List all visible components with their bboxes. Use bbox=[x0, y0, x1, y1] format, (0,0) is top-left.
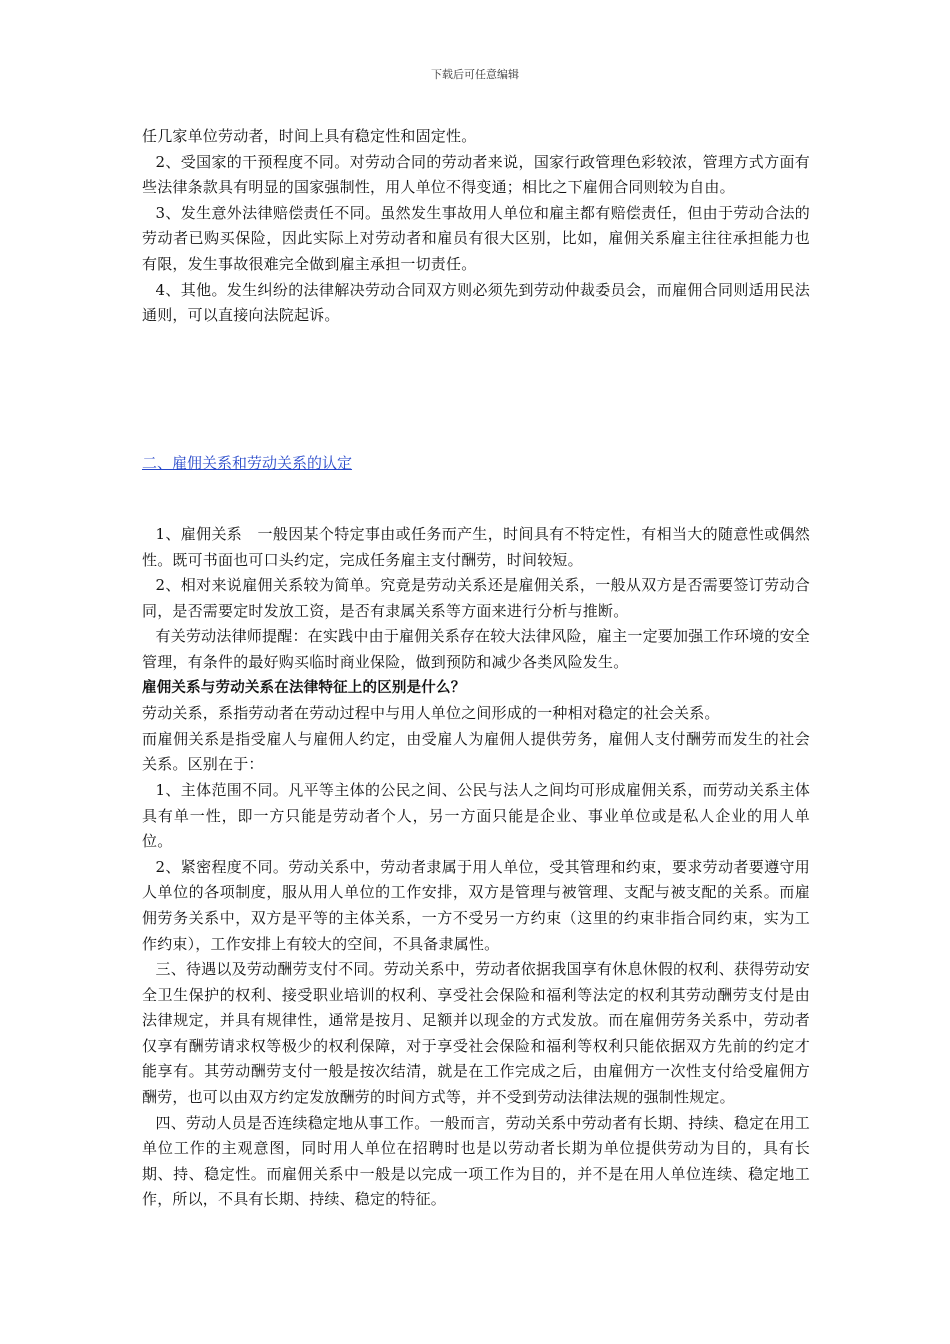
paragraph: 而雇佣关系是指受雇人与雇佣人约定，由受雇人为雇佣人提供劳务，雇佣人支付酬劳而发生的社会关系。区别在于： bbox=[142, 729, 810, 774]
paragraph: 2、相对来说雇佣关系较为简单。究竟是劳动关系还是雇佣关系，一般从双方是否需要签订劳动合同，是否需要定时发放工资，是否有隶属关系等方面来进行分析与推断。 bbox=[142, 576, 810, 620]
paragraph: 3、发生意外法律赔偿责任不同。虽然发生事故用人单位和雇主都有赔偿责任，但由于劳动合法的劳动者已购买保险，因此实际上对劳动者和雇员有很大区别，比如，雇佣关系雇主往往承担能力也有限，发生事故很难完全做到雇主承担一切责任。 bbox=[142, 203, 810, 273]
paragraph: 劳动关系，系指劳动者在劳动过程中与用人单位之间形成的一种相对稳定的社会关系。 bbox=[142, 704, 720, 723]
paragraph: 2、紧密程度不同。劳动关系中，劳动者隶属于用人单位，受其管理和约束，要求劳动者要遵守用人单位的各项制度，服从用人单位的工作安排，双方是管理与被管理、支配与被支配的关系。而雇佣劳务关系中，双方是平等的主体关系，一方不受另一方约束（这里的约束非指合同约束，实为工作约束），工作安排上有较大的空间，不具备隶属性。 bbox=[142, 857, 810, 953]
section-1 bbox=[142, 124, 810, 329]
paragraph: 任几家单位劳动者，时间上具有稳定性和固定性。 bbox=[142, 127, 477, 145]
paragraph: 2、受国家的干预程度不同。对劳动合同的劳动者来说，国家行政管理色彩较浓，管理方式方面有些法律条款具有明显的国家强制性，用人单位不得变通；相比之下雇佣合同则较为自由。 bbox=[142, 152, 810, 197]
paragraph: 4、其他。发生纠纷的法律解决劳动合同双方则必须先到劳动仲裁委员会，而雇佣合同则适用民法通则，可以直接向法院起诉。 bbox=[142, 280, 810, 325]
section-heading-link[interactable]: 二、雇佣关系和劳动关系的认定 bbox=[142, 454, 353, 472]
paragraph: 1、主体范围不同。凡平等主体的公民之间、公民与法人之间均可形成雇佣关系，而劳动关系主体具有单一性，即一方只能是劳动者个人，另一方面只能是企业、事业单位或是私人企业的用人单位。 bbox=[142, 780, 810, 851]
paragraph: 四、劳动人员是否连续稳定地从事工作。一般而言，劳动关系中劳动者有长期、持续、稳定在用工单位工作的主观意图，同时用人单位在招聘时也是以劳动者长期为单位提供劳动为目的，具有长期、持、稳定性。而雇佣关系中一般是以完成一项工作为目的，并不是在用人单位连续、稳定地工作，所以，不具有长期、持续、稳定的特征。 bbox=[142, 1113, 810, 1209]
section-2 bbox=[142, 522, 810, 1213]
paragraph: 有关劳动法律师提醒：在实践中由于雇佣关系存在较大法律风险，雇主一定要加强工作环境的安全管理，有条件的最好购买临时商业保险，做到预防和减少各类风险发生。 bbox=[142, 627, 810, 671]
page-header: 下载后可任意编辑 bbox=[431, 68, 519, 81]
paragraph: 1、雇佣关系 一般因某个特定事由或任务而产生，时间具有不特定性，有相当大的随意性或偶然性。既可书面也可口头约定，完成任务雇主支付酬劳，时间较短。 bbox=[142, 525, 810, 569]
question-heading: 雇佣关系与劳动关系在法律特征上的区别是什么？ bbox=[142, 679, 466, 696]
paragraph: 三、待遇以及劳动酬劳支付不同。劳动关系中，劳动者依据我国享有休息休假的权利、获得劳动安全卫生保护的权利、接受职业培训的权利、享受社会保险和福利等法定的权利其劳动酬劳支付是由法律规定，并具有规律性，通常是按月、足额并以现金的方式发放。而在雇佣劳务关系中，劳动者仅享有酬劳请求权等极少的权利保障，对于享受社会保险和福利等权利只能依据双方先前的约定才能享有。其劳动酬劳支付一般是按次结清，就是在工作完成之后，由雇佣方一次性支付给受雇佣方酬劳，也可以由双方约定发放酬劳的时间方式等，并不受到劳动法律法规的强制性规定。 bbox=[142, 960, 810, 1107]
